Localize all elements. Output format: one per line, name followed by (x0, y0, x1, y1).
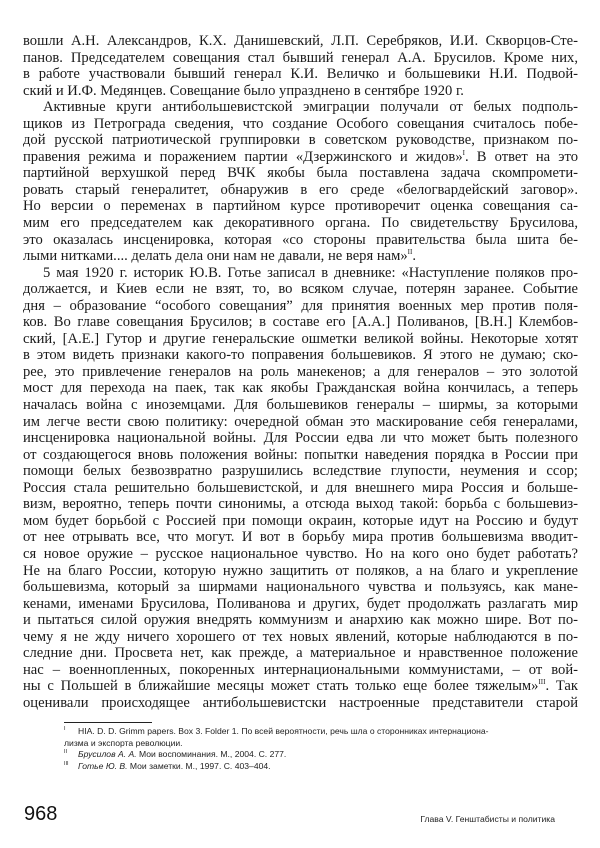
text-line (23, 281, 578, 298)
line-text: щиков из Петрограда сведения, что создание Особого совещания считалось побе- (23, 115, 578, 132)
paragraph (23, 33, 578, 99)
line-text: Не на благо России, которую нужно защитить от поляков, а на благо и укрепление (23, 562, 578, 579)
line-text: в этом видеть признаки какого-то поправения большевиков. Я этого не думаю; ско- (23, 347, 578, 364)
line-text: . В ответ на это (464, 148, 579, 165)
text-line (23, 232, 578, 249)
paragraph (23, 99, 578, 264)
line-text: . Так (545, 678, 579, 695)
text-line (23, 298, 578, 315)
footnote-1 (64, 726, 569, 749)
line-text: большевизма, который за ширмами национального чувства и пользуясь, как мане- (23, 579, 578, 596)
text-line (23, 430, 578, 447)
footnote-mark: II (64, 749, 68, 756)
line-text: помощи белых безвозвратно разрушились вследствие глупости, неумения и ссор; (23, 463, 578, 480)
line-text: это оказалась инсценировка, которая «со стороны правительства была шита бе- (23, 231, 578, 248)
text-line (23, 331, 578, 348)
line-text: мим его председателем как декоративного органа. По свидетельству Брусилова, (23, 215, 578, 232)
line-text: 5 мая 1920 г. историк Ю.В. Готье записал в дневнике: «Наступление поляков про- (43, 264, 578, 281)
text-line (23, 496, 578, 513)
text-line (23, 265, 578, 282)
line-text: нас – военнопленных, покоренных интернациональными коммунистами, – от вой- (23, 661, 578, 678)
text-line (23, 83, 578, 100)
line-text: ся новое оружие – русское национальное чувство. Но на кого оно будет работать? (23, 545, 578, 562)
line-text: следние дни. Просвета нет, как прежде, а материальное и нравственное положение (23, 645, 578, 662)
text-line (23, 66, 578, 83)
line-text: Активные круги антибольшевистской эмиграции получали от белых подполь- (43, 99, 578, 116)
text-line (23, 165, 578, 182)
line-text: кенами, именами Брусилова, Поливанова и других, будет продолжать разлагать мир (23, 595, 578, 612)
line-text: панов. Председателем совещания стал бывший генерал А.А. Брусилов. Кроме них, (23, 49, 578, 66)
line-text: от нее отрывать все, что могут. И вот в борьбу мира против большевизма вводит- (23, 529, 578, 546)
footnote-3 (64, 761, 569, 773)
line-text: ков. Во главе совещания Брусилов; в составе его [А.А.] Поливанов, [В.Н.] Клембов- (23, 314, 578, 331)
footnote-author: Брусилов А. А. (78, 749, 137, 760)
text-line (23, 579, 578, 596)
footnote-author: Готье Ю. В. (78, 760, 128, 771)
text-line (23, 116, 578, 133)
text-line (23, 198, 578, 215)
running-title: Глава V. Генштабисты и политика (420, 814, 555, 824)
text-line (23, 215, 578, 232)
footnote-text-continued: лизма и экспорта революции. (64, 737, 183, 748)
text-line (23, 662, 578, 679)
line-text: оценивали происходящее антибольшевистски настроенные представители старой (23, 694, 578, 711)
footnote-text: Мои воспоминания. М., 2004. С. 277. (136, 749, 287, 760)
line-text: мом будет борьбой с Россией при помощи окраин, которые идут на Россию и будут (23, 512, 578, 529)
line-text: должается, и Киев если не взят, то, во всяком случае, потерян заранее. Событие (23, 281, 578, 298)
text-line (23, 678, 578, 695)
line-text: дой русской патриотической группировки в советском руководстве, признаком по- (23, 132, 578, 149)
text-line (23, 248, 578, 265)
line-text: Россия стала решительно большевистской, и для внешнего мира Россия и больше- (23, 479, 578, 496)
text-line (23, 99, 578, 116)
text-line (23, 480, 578, 497)
line-text: ны с Польшей в ближайшие месяцы может стать только еще более тяжелым» (23, 678, 539, 695)
footnote-mark: I (64, 726, 66, 732)
text-line (23, 695, 578, 712)
text-line (23, 513, 578, 530)
text-line (23, 414, 578, 431)
text-line (23, 463, 578, 480)
line-text: в работе участвовали бывший генерал К.И. Величко и большевики Н.И. Подвой- (23, 66, 578, 83)
line-text: лыми нитками.... делать дела они нам не давали, не веря нам» (23, 248, 408, 265)
line-text: инсценировка национальной войны. Для России едва ли что может быть полезного (23, 430, 578, 447)
text-line (23, 380, 578, 397)
text-line (23, 364, 578, 381)
text-line (23, 546, 578, 563)
text-line (23, 132, 578, 149)
text-line (23, 447, 578, 464)
text-line (23, 182, 578, 199)
text-line (23, 529, 578, 546)
line-text: рее, это привлечение генералов на роль манекенов; а для генералов – это золотой (23, 363, 578, 380)
line-text: ровать старый генералитет, обнаружив в его среде «белогвардейский заговор». (23, 181, 578, 198)
text-line (23, 596, 578, 613)
line-text: ский, [А.Е.] Гутор и другие генеральские ошметки великой войны. Некоторые хотят (23, 330, 578, 347)
text-line (23, 33, 578, 50)
text-line (23, 347, 578, 364)
paragraph (23, 265, 578, 712)
footnote-mark: III (64, 760, 69, 767)
line-text: визм, вероятно, теперь почти синонимы, а отсюда выход такой: борьба с большевиз- (23, 496, 578, 513)
line-text: ский и И.Ф. Медянцев. Совещание было упразднено в сентябре 1920 г. (23, 82, 464, 99)
text-line (23, 149, 578, 166)
line-text: партийной верхушкой перед ВЧК якобы была поставлена задача скомпромети- (23, 165, 578, 182)
line-text: началась война с иноземцами. Для большевиков генералы – ширмы, за которыми (23, 397, 578, 414)
page-number: 968 (24, 803, 58, 825)
footnote-reference[interactable]: II (407, 248, 413, 257)
line-text: правения режима и поражением партии «Дзержинского и жидов» (23, 148, 463, 165)
line-text: . (412, 248, 416, 265)
footnotes (64, 726, 569, 772)
line-text: вошли А.Н. Александров, К.Х. Данишевский, Л.П. Серебряков, И.И. Скворцов-Сте- (23, 33, 578, 49)
line-text: мост для перехода на паек, так как якобы Гражданская война кончилась, а теперь (23, 380, 578, 397)
body-text (23, 33, 578, 711)
text-line (23, 397, 578, 414)
line-text: дня – образование “особого совещания” для принятия военных мер против поля- (23, 297, 578, 314)
footnote-2 (64, 749, 569, 761)
line-text: чему я не жду ничего хорошего от тех новых явлений, которые наблюдаются в по- (23, 628, 578, 645)
text-line (23, 629, 578, 646)
footnote-reference[interactable]: I (462, 148, 465, 157)
footnote-text: HIA. D. D. Grimm papers. Box 3. Folder 1. По всей вероятности, речь шла о сторонниках интернациона- (78, 726, 489, 736)
footnote-divider (64, 722, 152, 723)
line-text: Но версии о переменах в партийном курсе противоречит оценка совещания са- (23, 198, 578, 215)
text-line (23, 645, 578, 662)
text-line (23, 563, 578, 580)
text-line (23, 612, 578, 629)
line-text: и пытаться силой оружия внедрять коммунизм и анархию как можно шире. Вот по- (23, 612, 578, 629)
footnote-reference[interactable]: III (538, 678, 546, 687)
line-text: от создающегося вновь положения войны: попытки наведения порядка в России при (23, 446, 578, 463)
text-line (23, 314, 578, 331)
footnote-text: Мои заметки. М., 1997. С. 403–404. (127, 760, 271, 771)
line-text: им легче вести свою политику: очередной обман это маскирование себя генералами, (23, 413, 578, 430)
text-line (23, 50, 578, 67)
